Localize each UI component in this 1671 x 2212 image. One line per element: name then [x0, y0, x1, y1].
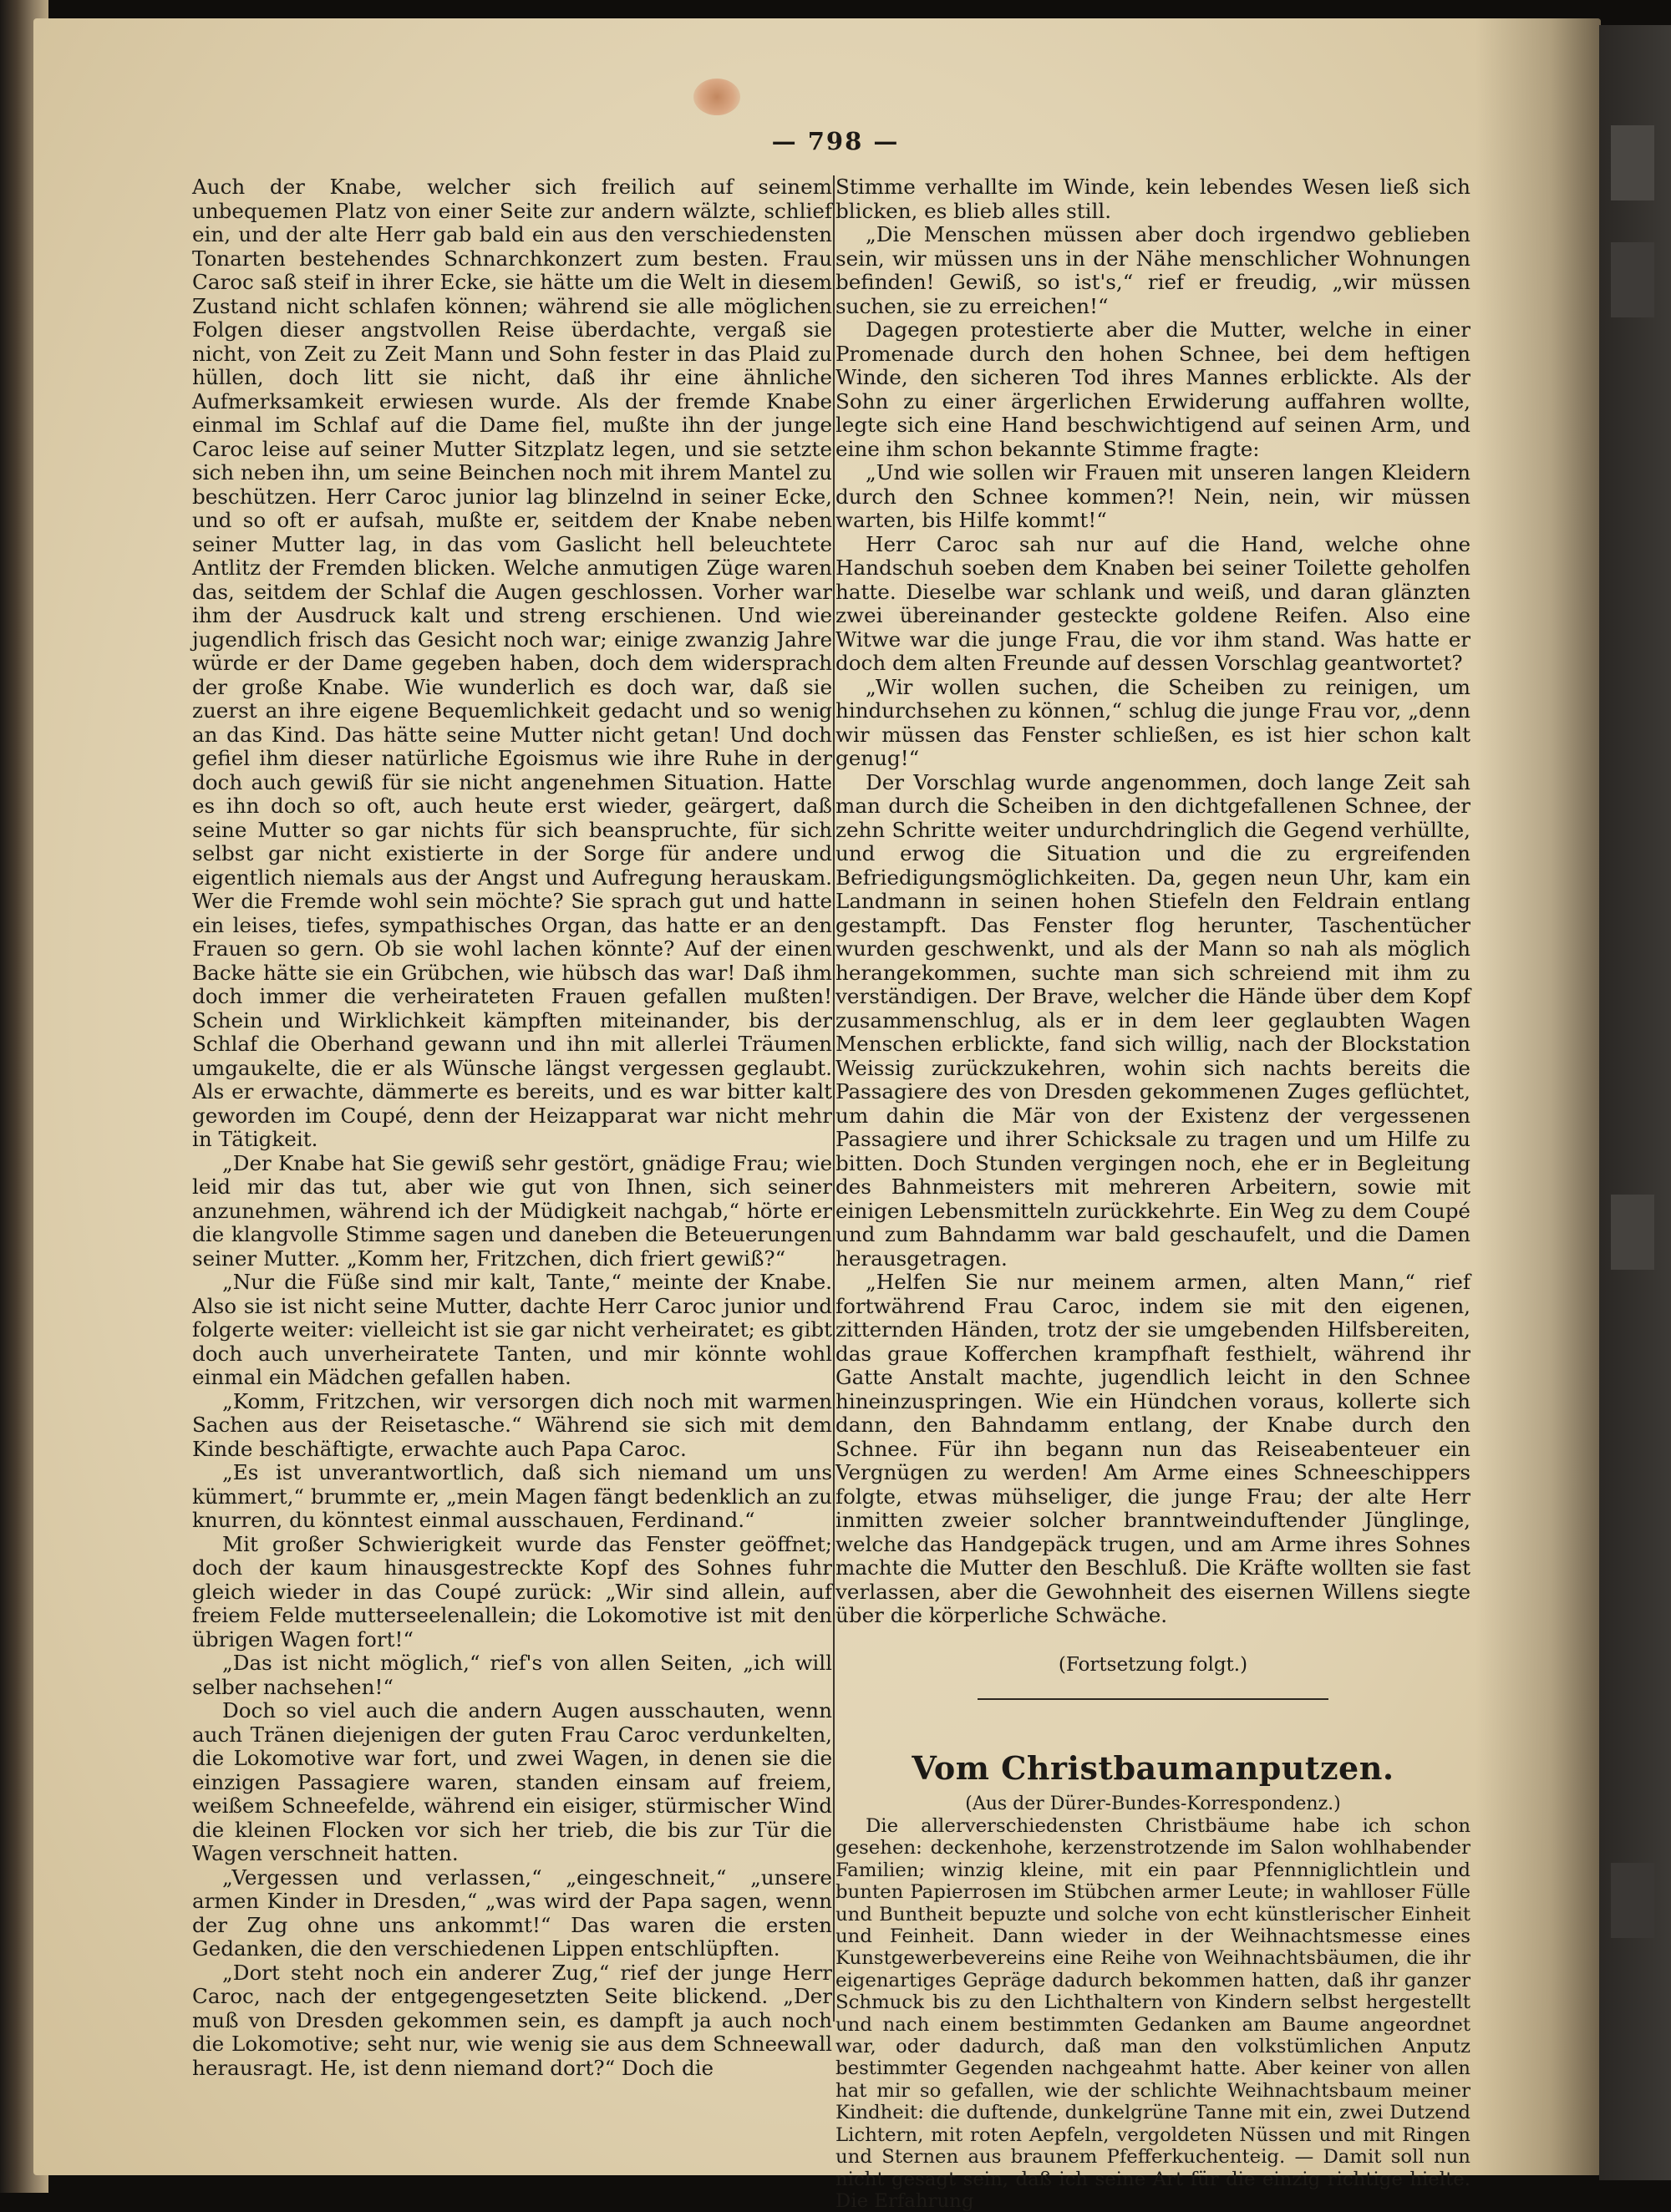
paragraph: „Komm, Fritzchen, wir versorgen dich noch mit warmen Sachen aus der Reisetasche.“ Während sie sich mit dem Kinde beschäftigte, erwachte auch Papa Caroc.: [192, 1388, 832, 1461]
left-column: [192, 175, 832, 2080]
right-column: [836, 175, 1470, 2212]
page-curl-shadow: [1475, 18, 1601, 2175]
paragraph: Dagegen protestierte aber die Mutter, welche in einer Promenade durch den hohen Schnee, bei dem heftigen Winde, den sicheren Tod ihres Mannes erblickte. Als der Sohn zu einer ärgerlichen Erwiderung auffahren wollte, legte sich eine Hand beschwichtigend auf seinen Arm, und eine ihm schon bekannte Stimme fragte:: [836, 317, 1470, 461]
paragraph: „Und wie sollen wir Frauen mit unseren langen Kleidern durch den Schnee kommen?! Nein, nein, wir müssen warten, bis Hilfe kommt!“: [836, 460, 1470, 532]
paragraph: „Vergessen und verlassen,“ „eingeschneit,“ „unsere armen Kinder in Dresden,“ „was wird der Papa sagen, wenn der Zug ohne uns ankommt!“ Das waren die ersten Gedanken, die den verschiedenen Lippen entschlüpften.: [192, 1864, 832, 1961]
page-number: — 798 —: [771, 127, 900, 155]
paragraph: „Helfen Sie nur meinem armen, alten Mann,“ rief fortwährend Frau Caroc, indem sie mit den eigenen, zitternden Händen, trotz der sie umgebenden Hilfsbereiten, das graue Kofferchen krampfhaft festhielt, während ihr Gatte Anstalt machte, jugendlich leicht in den Schnee hineinzuspringen. Wie ein Hündchen voraus, kollerte sich dann, den Bahndamm entlang, der Knabe durch den Schnee. Für ihn begann nun das Reiseabenteuer ein Vergnügen zu werden! Am Arme eines Schneeschippers folgte, etwas mühseliger, die junge Frau; der alte Herr inmitten zweier solcher branntweinduftender Jünglinge, welche das Handgepäck trugen, und am Arme ihres Sohnes machte die Mutter den Beschluß. Die Kräfte wollten sie fast verlassen, aber die Gewohnheit des eisernen Willens siegte über die körperliche Schwäche.: [836, 1270, 1470, 1627]
paragraph: Mit großer Schwierigkeit wurde das Fenster geöffnet; doch der kaum hinausgestreckte Kopf des Sohnes fuhr gleich wieder in das Coupé zurück: „Wir sind allein, auf freiem Felde mutterseelenallein; die Lokomotive ist mit den übrigen Wagen fort!“: [192, 1531, 832, 1651]
paragraph: „Der Knabe hat Sie gewiß sehr gestört, gnädige Frau; wie leid mir das tut, aber wie gut von Ihnen, sich seiner anzunehmen, während ich der Müdigkeit nachgab,“ hörte er die klangvolle Stimme sagen und daneben die Beteuerungen seiner Mutter. „Komm her, Fritzchen, dich friert gewiß?“: [192, 1150, 832, 1271]
paragraph: Der Vorschlag wurde angenommen, doch lange Zeit sah man durch die Scheiben in den dichtgefallenen Schnee, der zehn Schritte weiter undurchdringlich die Gegend verhüllte, und erwog die Situation und die zu ergreifenden Befriedigungsmöglichkeiten. Da, gegen neun Uhr, kam ein Landmann in seinen hohen Stiefeln den Feldrain entlang gestampft. Das Fenster flog herunter, Taschentücher wurden geschwenkt, und als der Mann so nah als möglich herangekommen, suchte man sich schreiend mit ihm zu verständigen. Der Brave, welcher die Hände über dem Kopf zusammenschlug, als er in dem leer geglaubten Wagen Menschen erblickte, fand sich willig, nach der Blockstation Weissig zurückzukehren, wohin sich nachts bereits die Passagiere des von Dresden gekommenen Zuges geflüchtet, um dahin die Mär von der Existenz der vergessenen Passagiere und ihrer Schicksale zu tragen und um Hilfe zu bitten. Doch Stunden vergingen noch, ehe er in Begleitung des Bahnmeisters mit mehreren Arbeitern, sowie mit einigen Lebensmitteln zurückkehrte. Ein Weg zu dem Coupé und zum Bahndamm war bald geschaufelt, und die Damen herausgetragen.: [836, 769, 1470, 1271]
section-rule: [978, 1698, 1328, 1700]
paragraph: Auch der Knabe, welcher sich freilich auf seinem unbequemen Platz von einer Seite zur andern wälzte, schlief ein, und der alte Herr gab bald ein aus den verschiedensten Tonarten bestehendes Schnarchkonzert zum besten. Frau Caroc saß steif in ihrer Ecke, sie hätte um die Welt in diesem Zustand nicht schlafen können; während sie alle möglichen Folgen dieser angstvollen Reise überdachte, vergaß sie nicht, von Zeit zu Zeit Mann und Sohn fester in das Plaid zu hüllen, doch litt sie nicht, daß ihr eine ähnliche Aufmerksamkeit erwiesen wurde. Als der fremde Knabe einmal im Schlaf auf die Dame fiel, mußte ihn der junge Caroc leise auf seiner Mutter Sitzplatz legen, und sie setzte sich neben ihn, um seine Beinchen noch mit ihrem Mantel zu beschützen. Herr Caroc junior lag blinzelnd in seiner Ecke, und so oft er aufsah, mußte er, seitdem der Knabe neben seiner Mutter lag, in das vom Gaslicht hell beleuchtete Antlitz der Fremden blicken. Welche anmutigen Züge waren das, seitdem der Schlaf die Augen geschlossen. Vorher war ihm der Ausdruck kalt und streng erschienen. Und wie jugendlich frisch das Gesicht noch war; einige zwanzig Jahre würde er der Dame gegeben haben, doch dem widersprach der große Knabe. Wie wunderlich es doch war, daß sie zuerst an ihre eigene Bequemlichkeit gedacht und so wenig an das Kind. Das hätte seine Mutter nicht getan! Und doch gefiel ihm dieser natürliche Egoismus wie ihre Ruhe in der doch auch gewiß für sie nicht angenehmen Situation. Hatte es ihn doch so oft, auch heute erst wieder, geärgert, daß seine Mutter so gar nichts für sich beanspruchte, für sich selbst gar nicht existierte in der Sorge für andere und eigentlich niemals aus der Angst und Aufregung herauskam. Wer die Fremde wohl sein möchte? Sie sprach gut und hatte ein leises, tiefes, sympathisches Organ, das hatte er an den Frauen so gern. Ob sie wohl lachen könnte? Auf der einen Backe hätte sie ein Grübchen, wie hübsch das war! Daß ihm doch immer die verheirateten Frauen gefallen mußten! Schein und Wirklichkeit kämpften miteinander, bis der Schlaf die Oberhand gewann und ihn mit allerlei Träumen umgaukelte, die er als Wünsche längst vergessen geglaubt. Als er erwachte, dämmerte es bereits, und es war bitter kalt geworden im Coupé, denn der Heizapparat war nicht mehr in Tätigkeit.: [192, 175, 832, 1151]
paragraph: Die allerverschiedensten Christbäume habe ich schon gesehen: deckenhohe, kerzenstrotzende im Salon wohlhabender Familien; winzig kleine, mit ein paar Pfennniglichtlein und bunten Papierrosen im Stübchen armer Leute; in wahlloser Fülle und Buntheit bepuzte und solche von echt künstlerischer Einheit und Feinheit. Dann wieder in der Weihnachtsmesse eines Kunstgewerbevereins eine Reihe von Weihnachtsbäumen, die ihr eigenartiges Gepräge dadurch bekommen hatten, daß ihr ganzer Schmuck bis zu den Lichthaltern von Kindern selbst hergestellt und nach einem bestimmten Gedanken am Baume angeordnet war, oder dadurch, daß man den volkstümlichen Anputz bestimmter Gegenden nachgeahmt hatte. Aber keiner von allen hat mir so gefallen, wie der schlichte Weihnachtsbaum meiner Kindheit: die duftende, dunkelgrüne Tanne mit ein, zwei Dutzend Lichtern, mit roten Aepfeln, vergoldeten Nüssen und mit Ringen und Sternen aus braunem Pfefferkuchenteig. — Damit soll nun nicht gesagt sein, daß ich seine Art für die einzig richtige hielte. Die Erfahrung: [836, 1815, 1470, 2212]
paragraph: „Nur die Füße sind mir kalt, Tante,“ meinte der Knabe. Also sie ist nicht seine Mutter, dachte Herr Caroc junior und folgerte weiter: vielleicht ist sie gar nicht verheiratet; es gibt doch auch unverheiratete Tanten, und mir könnte wohl einmal ein Mädchen gefallen haben.: [192, 1270, 832, 1389]
paragraph: „Wir wollen suchen, die Scheiben zu reinigen, um hindurchsehen zu können,“ schlug die junge Frau vor, „denn wir müssen das Fenster schließen, es ist hier schon kalt genug!“: [836, 674, 1470, 770]
article-title: Vom Christbaumanputzen.: [912, 1749, 1394, 1787]
paragraph: Herr Caroc sah nur auf die Hand, welche ohne Handschuh soeben dem Knaben bei seiner Toilette geholfen hatte. Dieselbe war schlank und weiß, und daran glänzten zwei übereinander gesteckte goldene Reifen. Also eine Witwe war die junge Frau, die vor ihm stand. Was hatte er doch dem alten Freunde auf dessen Vorschlag geantwortet?: [836, 531, 1470, 675]
continuation-note: (Fortsetzung folgt.): [1058, 1653, 1248, 1676]
paragraph: „Dort steht noch ein anderer Zug,“ rief der junge Herr Caroc, nach der entgegengesetzten Seite blickend. „Der muß von Dresden gekommen sein, es dampft ja auch noch die Lokomotive; seht nur, wie wenig sie aus dem Schneewall herausragt. He, ist denn niemand dort?“ Doch die: [192, 1960, 832, 2080]
column-divider: [833, 175, 835, 2022]
paragraph: Stimme verhallte im Winde, kein lebendes Wesen ließ sich blicken, es blieb alles still.: [836, 175, 1470, 223]
paragraph: „Das ist nicht möglich,“ rief's von allen Seiten, „ich will selber nachsehen!“: [192, 1651, 832, 1699]
article-source: (Aus der Dürer-Bundes-Korrespondenz.): [965, 1793, 1341, 1814]
paragraph: „Die Menschen müssen aber doch irgendwo geblieben sein, wir müssen uns in der Nähe menschlicher Wohnungen befinden! Gewiß, so ist's,“ rief er freudig, „wir müssen suchen, sie zu erreichen!“: [836, 222, 1470, 318]
paper-stain: [693, 79, 740, 115]
article-body: [836, 1815, 1470, 2212]
color-calibration-strip: [1599, 25, 1671, 2180]
paragraph: „Es ist unverantwortlich, daß sich niemand um uns kümmert,“ brummte er, „mein Magen fängt bedenklich an zu knurren, du könntest einmal ausschauen, Ferdinand.“: [192, 1460, 832, 1532]
paragraph: Doch so viel auch die andern Augen ausschauten, wenn auch Tränen diejenigen der guten Frau Caroc verdunkelten, die Lokomotive war fort, und zwei Wagen, in denen sie die einzigen Passagiere waren, standen einsam auf freiem, weißem Schneefelde, während ein eisiger, stürmischer Wind die kleinen Flocken vor sich her trieb, die bis zur Tür die Wagen verschneit hatten.: [192, 1698, 832, 1865]
